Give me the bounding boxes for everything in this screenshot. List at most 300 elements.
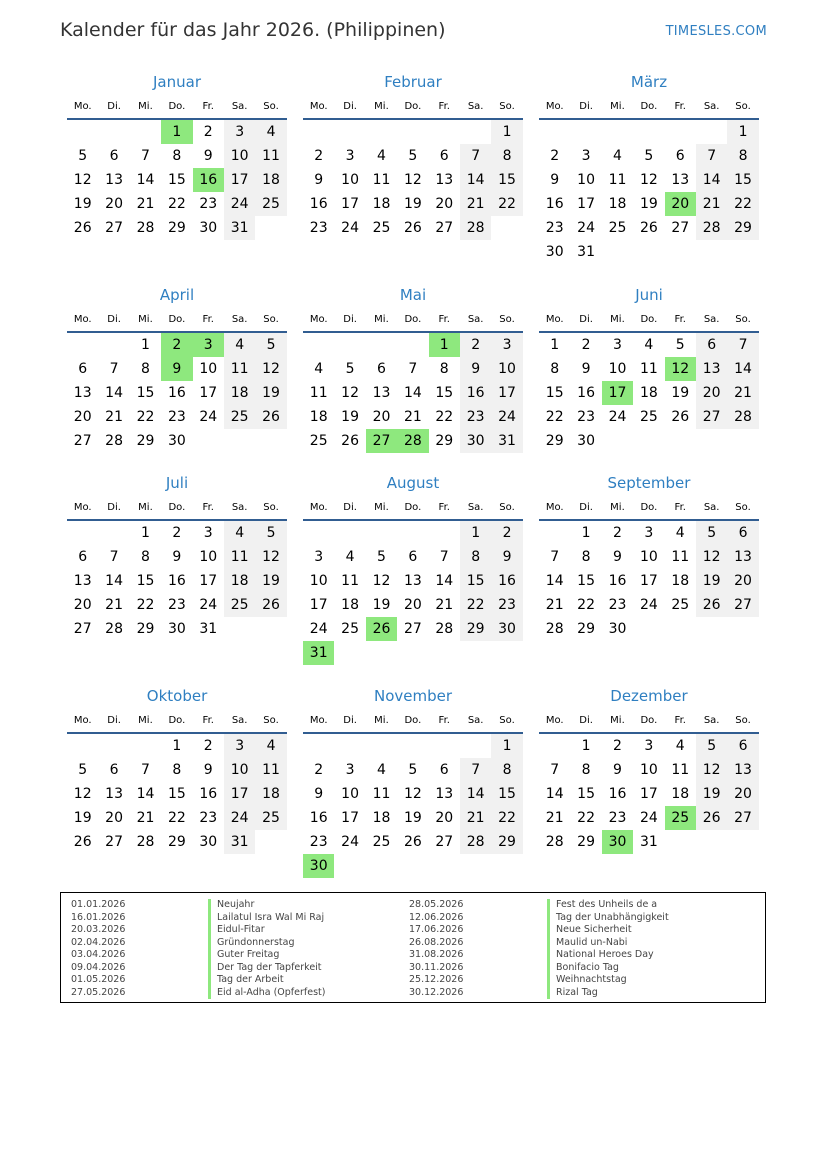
weekday-header: Di. — [98, 498, 129, 521]
holiday-cell: 25 — [665, 806, 696, 830]
day-cell: 30 — [167, 621, 186, 637]
day-cell: 18 — [372, 810, 391, 826]
weekday-header: So. — [255, 711, 286, 734]
day-cell: 17 — [224, 168, 255, 192]
legend-holiday-name: National Heroes Day — [547, 949, 669, 962]
day-cell: 22 — [136, 597, 155, 613]
day-cell: 9 — [613, 549, 622, 565]
weekday-header: Sa. — [696, 498, 727, 521]
day-cell: 26 — [639, 220, 658, 236]
empty-cell — [366, 734, 397, 758]
day-cell: 21 — [696, 192, 727, 216]
weekday-header: Sa. — [224, 498, 255, 521]
day-cell: 3 — [345, 762, 355, 778]
day-cell: 23 — [199, 196, 218, 212]
weekday-header: Sa. — [224, 711, 255, 734]
day-cell: 3 — [224, 120, 255, 144]
empty-cell — [397, 734, 428, 758]
day-cell: 11 — [639, 361, 658, 377]
day-cell: 7 — [727, 333, 758, 357]
day-cell: 25 — [224, 593, 255, 617]
day-cell: 13 — [727, 758, 758, 782]
day-cell: 12 — [73, 786, 92, 802]
day-cell: 10 — [639, 549, 658, 565]
day-cell: 15 — [577, 786, 595, 802]
day-cell: 3 — [314, 549, 324, 565]
weekday-header: Do. — [161, 498, 192, 521]
day-cell: 2 — [314, 762, 324, 778]
weekday-header: Do. — [397, 498, 428, 521]
legend-date: 31.08.2026 — [409, 949, 464, 960]
day-cell: 23 — [167, 409, 186, 425]
day-cell: 22 — [491, 806, 522, 830]
month-grid — [539, 711, 759, 854]
month-name: September — [607, 474, 691, 492]
weekday-header: Fr. — [665, 498, 696, 521]
day-cell: 6 — [727, 521, 758, 545]
empty-cell — [130, 734, 161, 758]
day-cell: 28 — [727, 405, 758, 429]
day-cell: 14 — [545, 573, 564, 589]
weekday-header: Fr. — [193, 498, 224, 521]
empty-cell — [303, 734, 334, 758]
weekday-header: Do. — [397, 310, 428, 333]
day-cell: 14 — [460, 168, 491, 192]
day-cell: 3 — [224, 734, 255, 758]
day-cell: 24 — [199, 597, 218, 613]
day-cell: 28 — [460, 830, 491, 854]
day-cell: 11 — [608, 172, 627, 188]
holiday-cell: 9 — [161, 357, 192, 381]
weekday-header: So. — [491, 97, 522, 120]
day-cell: 18 — [671, 786, 690, 802]
legend-date: 20.03.2026 — [71, 924, 126, 935]
weekday-header: So. — [491, 711, 522, 734]
day-cell: 10 — [341, 786, 359, 802]
weekday-header: Mi. — [130, 711, 161, 734]
day-cell: 21 — [136, 810, 155, 826]
day-cell: 18 — [255, 168, 286, 192]
day-cell: 10 — [199, 361, 218, 377]
day-cell: 18 — [671, 573, 690, 589]
weekday-header: Mi. — [130, 498, 161, 521]
weekday-header: Di. — [334, 97, 365, 120]
legend-holiday-name: Eidul-Fitar — [208, 924, 325, 937]
day-cell: 11 — [671, 549, 690, 565]
day-cell: 23 — [545, 220, 564, 236]
day-cell: 24 — [639, 810, 658, 826]
weekday-header: Mi. — [366, 711, 397, 734]
day-cell: 15 — [136, 573, 155, 589]
day-cell: 1 — [491, 120, 522, 144]
weekday-header: Mi. — [602, 97, 633, 120]
day-cell: 4 — [345, 549, 355, 565]
empty-cell — [130, 120, 161, 144]
day-cell: 5 — [255, 521, 286, 545]
day-cell: 8 — [491, 758, 522, 782]
day-cell: 25 — [639, 409, 658, 425]
day-cell: 23 — [491, 593, 522, 617]
month-name: März — [630, 73, 668, 91]
day-cell: 1 — [550, 337, 560, 353]
legend-holiday-name: Eid al-Adha (Opferfest) — [208, 987, 325, 1000]
day-cell: 12 — [372, 573, 391, 589]
legend-date: 28.05.2026 — [409, 899, 464, 910]
empty-cell — [539, 521, 570, 545]
day-cell: 5 — [255, 333, 286, 357]
day-cell: 22 — [727, 192, 758, 216]
legend-date: 01.05.2026 — [71, 974, 126, 985]
legend-date: 30.11.2026 — [409, 961, 464, 973]
day-cell: 21 — [105, 597, 123, 613]
day-cell: 20 — [696, 381, 727, 405]
day-cell: 27 — [671, 220, 690, 236]
day-cell: 11 — [671, 762, 690, 778]
day-cell: 10 — [309, 573, 328, 589]
day-cell: 15 — [491, 168, 522, 192]
day-cell: 18 — [224, 381, 255, 405]
day-cell: 3 — [203, 525, 213, 541]
day-cell: 22 — [435, 409, 454, 425]
empty-cell — [366, 521, 397, 545]
day-cell: 28 — [105, 621, 123, 637]
weekday-header: Di. — [570, 711, 601, 734]
day-cell: 7 — [550, 762, 560, 778]
day-cell: 6 — [408, 549, 418, 565]
legend-holiday-name: Fest des Unheils de a — [547, 899, 669, 912]
day-cell: 5 — [345, 361, 355, 377]
weekday-header: Sa. — [224, 310, 255, 333]
day-cell: 5 — [644, 148, 654, 164]
empty-cell — [334, 120, 365, 144]
weekday-header: Do. — [161, 97, 192, 120]
day-cell: 29 — [435, 433, 454, 449]
day-cell: 16 — [491, 569, 522, 593]
day-cell: 19 — [671, 385, 690, 401]
day-cell: 20 — [105, 196, 123, 212]
day-cell: 31 — [491, 429, 522, 453]
day-cell: 17 — [309, 597, 328, 613]
day-cell: 7 — [550, 549, 560, 565]
day-cell: 17 — [199, 573, 218, 589]
day-cell: 14 — [696, 168, 727, 192]
day-cell: 4 — [377, 762, 386, 778]
day-cell: 23 — [608, 597, 627, 613]
day-cell: 7 — [696, 144, 727, 168]
day-cell: 6 — [109, 762, 119, 778]
day-cell: 21 — [460, 806, 491, 830]
day-cell: 3 — [644, 738, 654, 754]
day-cell: 14 — [105, 385, 123, 401]
day-cell: 18 — [255, 782, 286, 806]
legend-date: 02.04.2026 — [71, 936, 126, 948]
day-cell: 5 — [78, 148, 88, 164]
day-cell: 27 — [727, 593, 758, 617]
weekday-header: Mi. — [366, 498, 397, 521]
weekday-header: Fr. — [193, 97, 224, 120]
weekday-header: Mi. — [602, 310, 633, 333]
empty-cell — [397, 521, 428, 545]
day-cell: 26 — [403, 220, 422, 236]
empty-cell — [98, 120, 129, 144]
day-cell: 6 — [675, 148, 685, 164]
day-cell: 7 — [109, 549, 119, 565]
holiday-cell: 27 — [366, 429, 397, 453]
legend-holiday-name: Maulid un-Nabi — [547, 937, 669, 950]
holiday-legend — [60, 892, 766, 1003]
day-cell: 8 — [727, 144, 758, 168]
legend-holiday-name: Der Tag der Tapferkeit — [208, 962, 325, 975]
legend-holiday-name: Lailatul Isra Wal Mi Raj — [208, 912, 325, 925]
month-name: Juli — [165, 474, 189, 492]
day-cell: 8 — [581, 762, 591, 778]
day-cell: 26 — [255, 593, 286, 617]
day-cell: 30 — [608, 621, 627, 637]
empty-cell — [397, 120, 428, 144]
day-cell: 29 — [136, 621, 155, 637]
empty-cell — [67, 120, 98, 144]
day-cell: 19 — [696, 569, 727, 593]
day-cell: 13 — [696, 357, 727, 381]
day-cell: 17 — [491, 381, 522, 405]
day-cell: 2 — [172, 525, 182, 541]
day-cell: 23 — [309, 220, 328, 236]
day-cell: 24 — [639, 597, 658, 613]
weekday-header: Mi. — [602, 711, 633, 734]
legend-date: 26.08.2026 — [409, 936, 464, 948]
weekday-header: So. — [727, 711, 758, 734]
weekday-header: So. — [491, 498, 522, 521]
day-cell: 12 — [696, 545, 727, 569]
day-cell: 20 — [73, 597, 92, 613]
month-name: Januar — [153, 73, 201, 91]
day-cell: 1 — [491, 734, 522, 758]
day-cell: 2 — [203, 738, 213, 754]
day-cell: 25 — [309, 433, 328, 449]
day-cell: 12 — [696, 758, 727, 782]
day-cell: 21 — [136, 196, 155, 212]
legend-names-left — [208, 899, 325, 999]
day-cell: 7 — [141, 762, 150, 778]
holiday-cell: 28 — [397, 429, 428, 453]
day-cell: 5 — [408, 148, 418, 164]
day-cell: 24 — [491, 405, 522, 429]
day-cell: 30 — [167, 433, 186, 449]
legend-holiday-name: Tag der Unabhängigkeit — [547, 912, 669, 925]
weekday-header: Mo. — [539, 711, 570, 734]
brand-link[interactable]: TIMESLES.COM — [665, 24, 767, 39]
day-cell: 26 — [696, 806, 727, 830]
day-cell: 10 — [639, 762, 658, 778]
day-cell: 30 — [460, 429, 491, 453]
day-cell: 11 — [224, 357, 255, 381]
day-cell: 20 — [727, 569, 758, 593]
weekday-header: Fr. — [193, 310, 224, 333]
day-cell: 26 — [671, 409, 690, 425]
day-cell: 17 — [639, 786, 658, 802]
legend-date: 30.12.2026 — [409, 986, 464, 998]
legend-date: 16.01.2026 — [71, 911, 126, 923]
day-cell: 5 — [78, 762, 88, 778]
weekday-header: Mi. — [130, 310, 161, 333]
weekday-header: Do. — [633, 711, 664, 734]
day-cell: 8 — [550, 361, 560, 377]
legend-holiday-name: Weihnachtstag — [547, 974, 669, 987]
empty-cell — [539, 734, 570, 758]
legend-holiday-name: Neujahr — [208, 899, 325, 912]
day-cell: 9 — [460, 357, 491, 381]
day-cell: 18 — [608, 196, 627, 212]
day-cell: 15 — [167, 786, 186, 802]
weekday-header: Di. — [98, 310, 129, 333]
day-cell: 10 — [577, 172, 595, 188]
weekday-header: Mo. — [303, 310, 334, 333]
day-cell: 27 — [727, 806, 758, 830]
month-name: Februar — [384, 73, 442, 91]
weekday-header: So. — [727, 310, 758, 333]
legend-names-right — [547, 899, 669, 999]
day-cell: 11 — [255, 144, 286, 168]
day-cell: 30 — [199, 220, 218, 236]
day-cell: 6 — [727, 734, 758, 758]
empty-cell — [303, 120, 334, 144]
holiday-cell: 17 — [602, 381, 633, 405]
day-cell: 7 — [439, 549, 449, 565]
holiday-cell: 30 — [602, 830, 633, 854]
empty-cell — [67, 333, 98, 357]
legend-date: 17.06.2026 — [409, 924, 464, 935]
empty-cell — [460, 120, 491, 144]
day-cell: 30 — [491, 617, 522, 641]
day-cell: 23 — [167, 597, 186, 613]
day-cell: 7 — [460, 758, 491, 782]
day-cell: 8 — [581, 549, 591, 565]
day-cell: 15 — [435, 385, 454, 401]
day-cell: 20 — [372, 409, 391, 425]
month-name: August — [386, 474, 440, 492]
weekday-header: Di. — [570, 498, 601, 521]
day-cell: 9 — [613, 762, 622, 778]
month-grid — [303, 97, 523, 240]
empty-cell — [67, 734, 98, 758]
day-cell: 19 — [255, 381, 286, 405]
day-cell: 4 — [314, 361, 324, 377]
day-cell: 14 — [136, 786, 155, 802]
day-cell: 1 — [172, 738, 182, 754]
day-cell: 6 — [696, 333, 727, 357]
day-cell: 12 — [73, 172, 92, 188]
day-cell: 16 — [167, 385, 186, 401]
day-cell: 27 — [105, 220, 123, 236]
day-cell: 27 — [403, 621, 422, 637]
day-cell: 4 — [255, 734, 286, 758]
day-cell: 2 — [613, 738, 622, 754]
legend-date: 12.06.2026 — [409, 911, 464, 923]
day-cell: 4 — [224, 521, 255, 545]
day-cell: 28 — [105, 433, 123, 449]
day-cell: 20 — [105, 810, 123, 826]
weekday-header: Mi. — [366, 310, 397, 333]
day-cell: 3 — [345, 148, 355, 164]
day-cell: 17 — [577, 196, 595, 212]
day-cell: 10 — [608, 361, 627, 377]
weekday-header: So. — [255, 498, 286, 521]
day-cell: 15 — [545, 385, 564, 401]
day-cell: 23 — [199, 810, 218, 826]
day-cell: 8 — [141, 549, 150, 565]
day-cell: 3 — [613, 337, 622, 353]
day-cell: 16 — [309, 810, 328, 826]
day-cell: 16 — [167, 573, 186, 589]
weekday-header: Fr. — [665, 310, 696, 333]
empty-cell — [539, 120, 570, 144]
day-cell: 15 — [136, 385, 155, 401]
weekday-header: Di. — [98, 97, 129, 120]
weekday-header: Sa. — [460, 498, 491, 521]
day-cell: 20 — [435, 810, 454, 826]
day-cell: 28 — [435, 621, 454, 637]
day-cell: 29 — [577, 834, 595, 850]
day-cell: 19 — [255, 569, 286, 593]
day-cell: 25 — [224, 405, 255, 429]
day-cell: 4 — [675, 525, 685, 541]
weekday-header: Mo. — [67, 711, 98, 734]
day-cell: 26 — [341, 433, 359, 449]
day-cell: 2 — [550, 148, 560, 164]
day-cell: 13 — [727, 545, 758, 569]
day-cell: 22 — [577, 597, 595, 613]
day-cell: 19 — [696, 782, 727, 806]
day-cell: 2 — [491, 521, 522, 545]
holiday-cell: 30 — [303, 854, 334, 878]
legend-holiday-name: Gründonnerstag — [208, 937, 325, 950]
day-cell: 11 — [372, 172, 391, 188]
day-cell: 14 — [727, 357, 758, 381]
day-cell: 17 — [341, 810, 359, 826]
weekday-header: So. — [727, 97, 758, 120]
empty-cell — [665, 120, 696, 144]
legend-holiday-name: Tag der Arbeit — [208, 974, 325, 987]
day-cell: 9 — [550, 172, 560, 188]
day-cell: 5 — [696, 734, 727, 758]
day-cell: 4 — [224, 333, 255, 357]
empty-cell — [397, 333, 428, 357]
weekday-header: Sa. — [460, 97, 491, 120]
weekday-header: Fr. — [429, 711, 460, 734]
day-cell: 24 — [224, 192, 255, 216]
legend-dates-left — [71, 899, 125, 999]
day-cell: 28 — [545, 834, 564, 850]
weekday-header: Do. — [633, 97, 664, 120]
page-title: Kalender für das Jahr 2026. (Philippinen) — [60, 19, 446, 41]
day-cell: 29 — [167, 220, 186, 236]
day-cell: 18 — [372, 196, 391, 212]
day-cell: 17 — [199, 385, 218, 401]
day-cell: 13 — [105, 786, 123, 802]
weekday-header: Do. — [633, 310, 664, 333]
holiday-cell: 3 — [193, 333, 224, 357]
empty-cell — [98, 333, 129, 357]
day-cell: 31 — [224, 830, 255, 854]
day-cell: 21 — [435, 597, 454, 613]
weekday-header: Mo. — [303, 711, 334, 734]
weekday-header: Mo. — [67, 498, 98, 521]
day-cell: 6 — [377, 361, 386, 377]
day-cell: 19 — [341, 409, 359, 425]
weekday-header: Do. — [397, 711, 428, 734]
day-cell: 15 — [167, 172, 186, 188]
day-cell: 22 — [167, 196, 186, 212]
